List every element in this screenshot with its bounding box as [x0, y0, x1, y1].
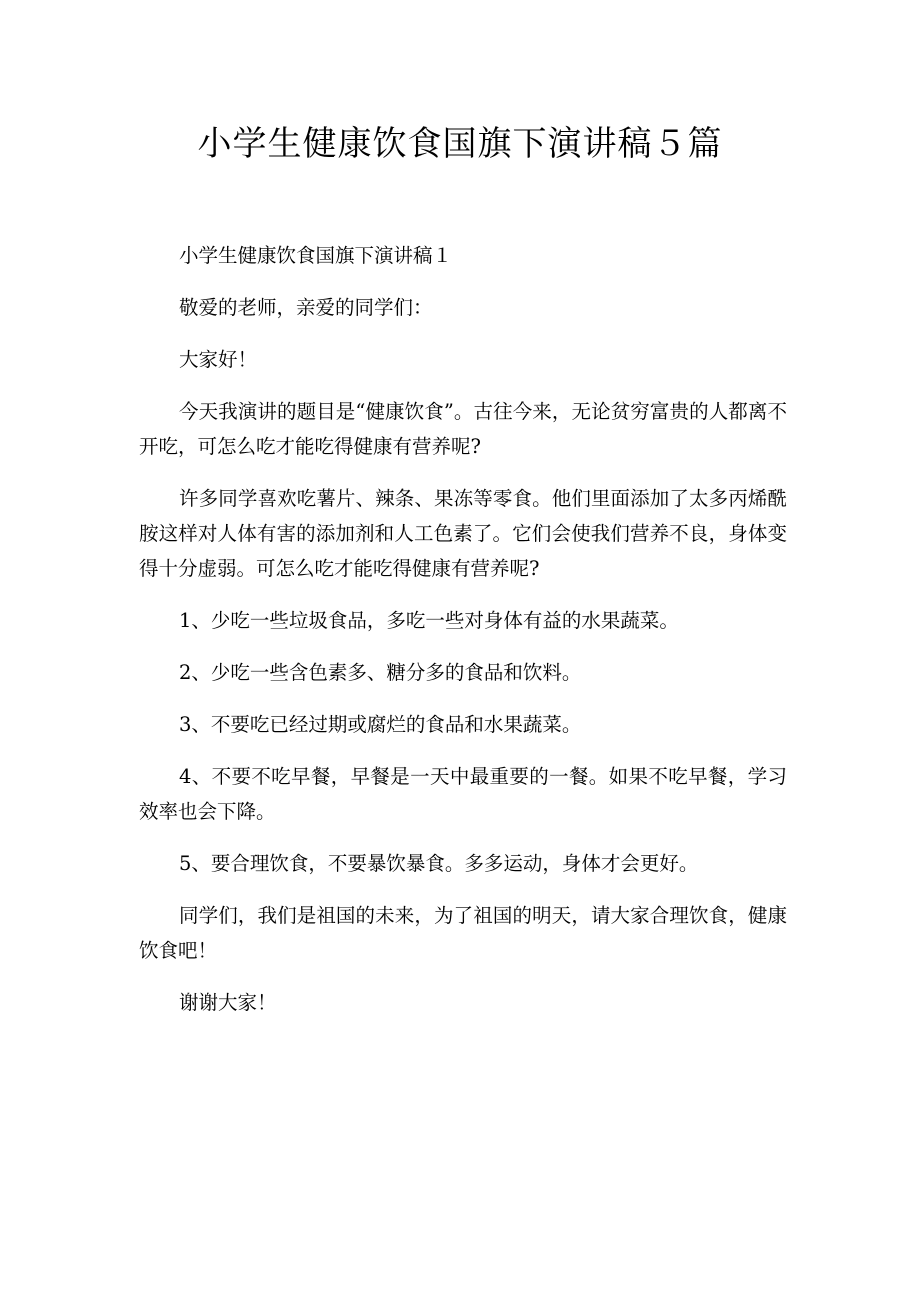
document-body [139, 238, 787, 1037]
section-heading: 小学生健康饮食国旗下演讲稿１ [179, 244, 453, 267]
paragraph: 今天我演讲的题目是“健康饮食”。古往今来，无论贫穷富贵的人都离不开吃，可怎么吃才能吃得健康有营养呢? [139, 400, 787, 458]
paragraph: 许多同学喜欢吃薯片、辣条、果冻等零食。他们里面添加了太多丙烯酰胺这样对人体有害的添加剂和人工色素了。它们会使我们营养不良，身体变得十分虚弱。可怎么吃才能吃得健康有营养呢? [139, 487, 787, 580]
salutation: 敬爱的老师，亲爱的同学们： [179, 296, 433, 319]
list-item: 5、要合理饮食，不要暴饮暴食。多多运动，身体才会更好。 [179, 852, 699, 875]
paragraph: 同学们，我们是祖国的未来，为了祖国的明天，请大家合理饮食，健康饮食吧！ [139, 904, 787, 962]
list-item: 2、少吃一些含色素多、糖分多的食品和饮料。 [179, 661, 582, 684]
list-item: 3、不要吃已经过期或腐烂的食品和水果蔬菜。 [179, 713, 582, 736]
list-item: 4、不要不吃早餐，早餐是一天中最重要的一餐。如果不吃早餐，学习效率也会下降。 [139, 765, 787, 823]
document-title: 小学生健康饮食国旗下演讲稿５篇 [197, 124, 723, 164]
closing: 谢谢大家！ [179, 991, 277, 1014]
list-item: 1、少吃一些垃圾食品，多吃一些对身体有益的水果蔬菜。 [179, 609, 679, 632]
greeting: 大家好！ [179, 348, 258, 371]
